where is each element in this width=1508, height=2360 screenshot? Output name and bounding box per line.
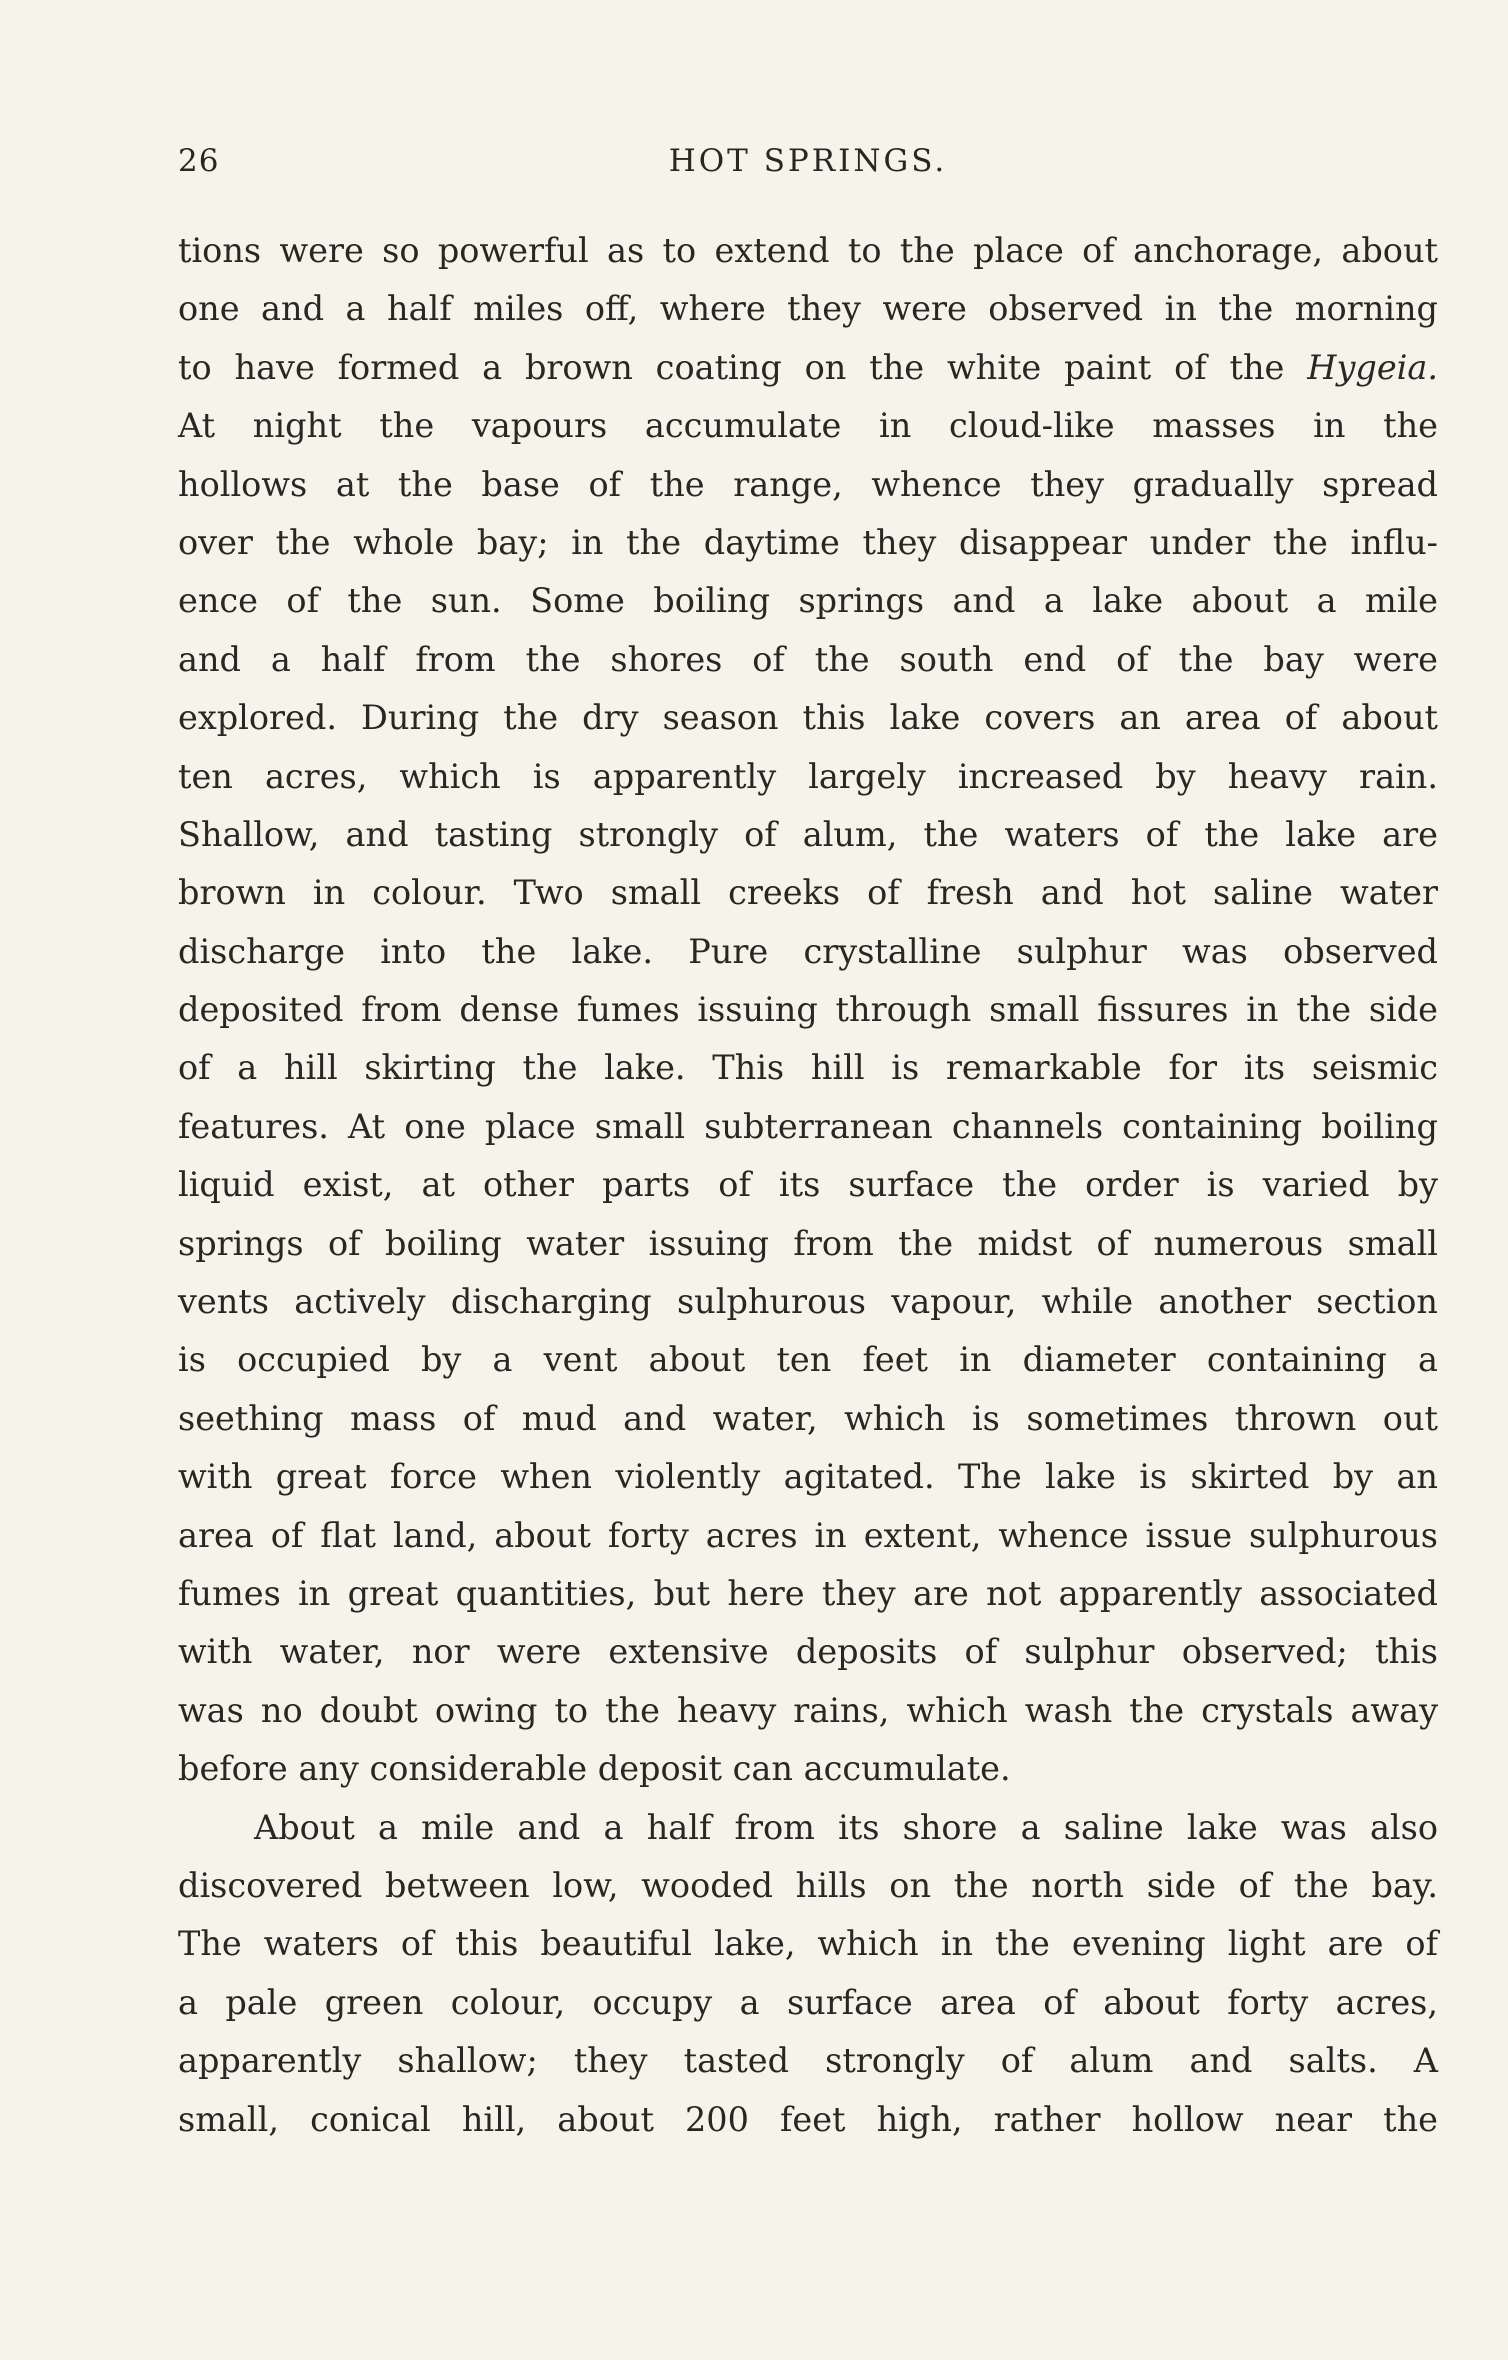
paragraph — [178, 1799, 1438, 2149]
text-line: apparently shallow; they tasted strongly of alum and salts. A — [178, 2041, 1438, 2081]
text-line: About a mile and a half from its shore a saline lake was also — [254, 1807, 1438, 1847]
text-line: Shallow, and tasting strongly of alum, the waters of the lake are — [178, 814, 1438, 854]
text-line: springs of boiling water issuing from the midst of numerous small — [178, 1223, 1438, 1263]
text-line: over the whole bay; in the daytime they disappear under the influ- — [178, 522, 1438, 562]
text-line — [178, 339, 1438, 397]
text-line: discharge into the lake. Pure crystalline sulphur was observed — [178, 931, 1438, 971]
text-line: seething mass of mud and water, which is sometimes thrown out — [178, 1398, 1438, 1438]
text-line: with great force when violently agitated. The lake is skirted by an — [178, 1457, 1438, 1497]
text-line: features. At one place small subterranean channels containing boiling — [178, 1106, 1438, 1146]
text-line: a pale green colour, occupy a surface area of about forty acres, — [178, 1982, 1438, 2022]
text-line: discovered between low, wooded hills on the north side of the bay. — [178, 1865, 1438, 1905]
text-line: of a hill skirting the lake. This hill is remarkable for its seismic — [178, 1048, 1438, 1088]
text-line: and a half from the shores of the south end of the bay were — [178, 639, 1438, 679]
text-line: tions were so powerful as to extend to the place of anchorage, about — [178, 231, 1438, 270]
text-line: with water, nor were extensive deposits of sulphur observed; this — [178, 1632, 1438, 1672]
text-line: deposited from dense fumes issuing through small fissures in the side — [178, 990, 1438, 1030]
running-title: HOT SPRINGS. — [668, 143, 948, 179]
text-line: is occupied by a vent about ten feet in diameter containing a — [178, 1340, 1438, 1380]
text-line: ence of the sun. Some boiling springs and a lake about a mile — [178, 581, 1438, 621]
text-line: hollows at the base of the range, whence they gradually spread — [178, 464, 1438, 504]
text-line: area of flat land, about forty acres in extent, whence issue sulphurous — [178, 1515, 1438, 1555]
text-line: one and a half miles off, where they were observed in the morning — [178, 289, 1438, 329]
page-header — [178, 143, 1438, 193]
text-line: The waters of this beautiful lake, which in the evening light are of — [178, 1924, 1438, 1964]
text-line: vents actively discharging sulphurous vapour, while another section — [178, 1282, 1438, 1322]
body-text — [178, 222, 1438, 2149]
text-line: was no doubt owing to the heavy rains, which wash the crystals away — [178, 1690, 1438, 1730]
text-line: explored. During the dry season this lake covers an area of about — [178, 698, 1438, 738]
paragraph — [178, 222, 1438, 1799]
text-line: before any considerable deposit can accumulate. — [178, 1749, 1011, 1789]
text-line: small, conical hill, about 200 feet high, rather hollow near the — [178, 2099, 1438, 2139]
text-line: At night the vapours accumulate in cloud-like masses in the — [178, 406, 1438, 446]
text-line: liquid exist, at other parts of its surface the order is varied by — [178, 1165, 1438, 1205]
page-number: 26 — [178, 143, 220, 179]
ship-name: Hygeia. — [1307, 347, 1438, 387]
text-line: ten acres, which is apparently largely increased by heavy rain. — [178, 756, 1438, 796]
text-line: fumes in great quantities, but here they are not apparently associated — [178, 1573, 1438, 1613]
text-line: brown in colour. Two small creeks of fresh and hot saline water — [178, 873, 1438, 913]
text-run: to have formed a brown coating on the white paint of the — [178, 347, 1285, 387]
